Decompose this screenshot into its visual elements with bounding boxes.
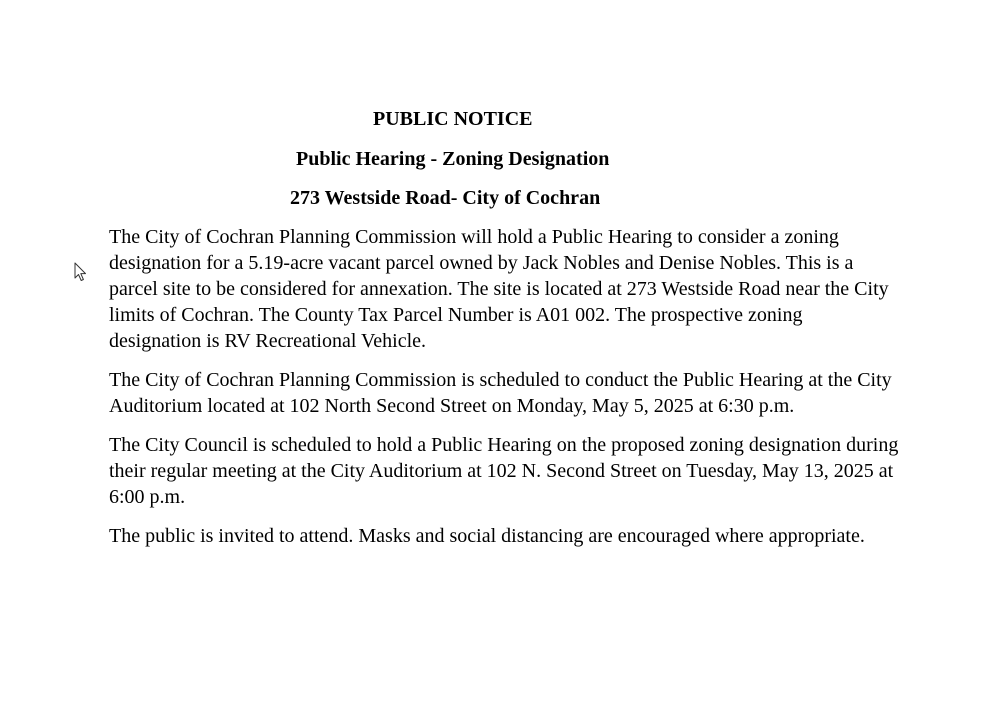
paragraph-commission-schedule: The City of Cochran Planning Commission is scheduled to conduct the Public Hearing at the City Auditorium located at 102 North Second Street on Monday, May 5, 2025 at 6:30 p.m. bbox=[109, 369, 892, 417]
mouse-pointer-icon bbox=[74, 262, 88, 282]
notice-location: 273 Westside Road- City of Cochran bbox=[290, 187, 601, 209]
paragraph-hearing-description: The City of Cochran Planning Commission will hold a Public Hearing to consider a zoning designation for a 5.19-acre vacant parcel owned by Jack Nobles and Denise Nobles. This is a parcel site to be considered for annexation. The site is located at 273 Westside Road near the City limits of Cochran. The County Tax Parcel Number is A01 002. The prospective zoning designation is RV Recreational Vehicle. bbox=[109, 226, 889, 352]
notice-title: PUBLIC NOTICE bbox=[373, 108, 533, 130]
notice-subtitle: Public Hearing - Zoning Designation bbox=[296, 148, 610, 170]
paragraph-council-schedule: The City Council is scheduled to hold a Public Hearing on the proposed zoning designation during their regular meeting at the City Auditorium at 102 N. Second Street on Tuesday, May 13, 2025 at 6:00 p.m. bbox=[109, 434, 899, 508]
paragraph-public-invitation: The public is invited to attend. Masks and social distancing are encouraged where appropriate. bbox=[109, 525, 865, 547]
